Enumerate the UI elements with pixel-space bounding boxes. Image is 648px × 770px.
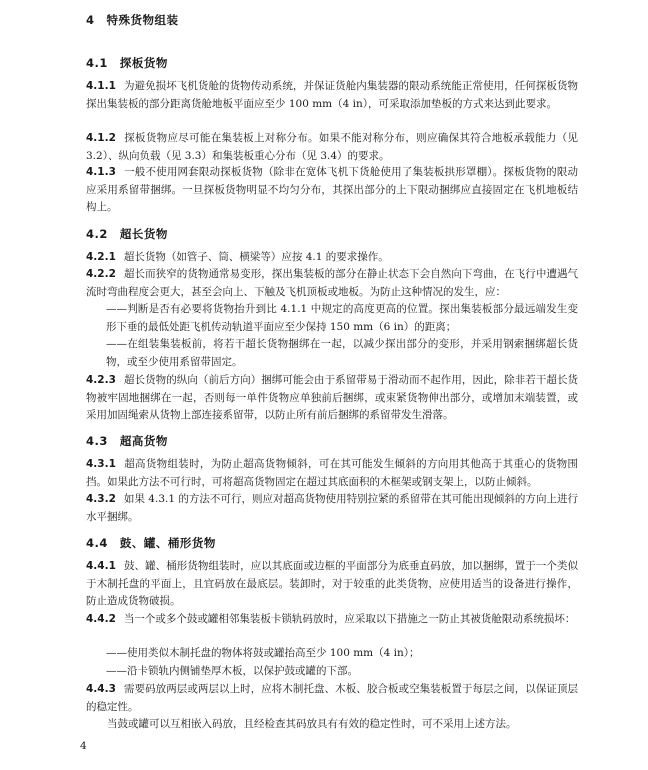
subsection-title: 超长货物 (119, 227, 168, 241)
clause-4-2-1 (86, 249, 578, 267)
clause-text: 如果 4.3.1 的方法不可行，则应对超高货物使用特别拉紧的系留带在其可能出现倾斜的方向上进行水平捆绑。 (86, 493, 578, 523)
subsection-title: 探板货物 (119, 56, 168, 70)
clause-number: 4.2.1 (86, 251, 116, 263)
subsection-title: 鼓、罐、桶形货物 (119, 536, 216, 550)
clause-4-1-2 (86, 130, 578, 165)
clause-text: 为避免损坏飞机货舱的货物传动系统，并保证货舱内集装器的限动系统能正常使用，任何探板货物探出集装板的部分距离货舱地板平面应至少 100 mm（4 in），可采取添加垫板的方式来达到此要求。 (86, 80, 578, 110)
section-title: 特殊货物组装 (106, 13, 179, 27)
subsection-number: 4.1 (86, 56, 108, 70)
subsection-number: 4.3 (86, 434, 108, 448)
clause-4-2-3 (86, 372, 578, 425)
clause-text: 一般不使用网套限动探板货物（除非在宽体飞机下货舱使用了集装板拱形罩棚）。探板货物的限动应采用系留带捆绑。一旦探板货物明显不均匀分布，其探出部分的上下限动捆绑应直接固定在飞机地板结构上。 (86, 166, 578, 213)
clause-number: 4.2.2 (86, 268, 116, 280)
section-heading (86, 12, 179, 28)
subsection-heading-4-2 (86, 226, 168, 242)
clause-text: 超长货物（如管子、筒、横梁等）应按 4.1 的要求操作。 (123, 251, 389, 263)
clause-number: 4.1.3 (86, 166, 116, 178)
clause-4-1-3 (86, 164, 578, 217)
dash-item: ——判断是否有必要将货物抬升到比 4.1.1 中规定的高度更高的位置。探出集装板部分最远端发生变形下垂的最低处距飞机传动轨道平面应至少保持 150 mm（6 in）的距离； (106, 303, 578, 333)
clause-4-3-2 (86, 491, 578, 526)
clause-number: 4.4.1 (86, 560, 116, 572)
clause-4-1-1 (86, 78, 578, 113)
clause-number: 4.3.1 (86, 458, 116, 470)
clause-text: 鼓、罐、桶形货物组装时，应以其底面或边框的平面部分为底垂直码放，加以捆绑，置于一个类似于木制托盘的平面上，且宜码放在最底层。装卸时，对于较重的此类货物，应使用适当的设备进行操作，防止造成货物破损。 (86, 560, 578, 607)
clause-number: 4.1.2 (86, 132, 116, 144)
clause-text: 探板货物应尽可能在集装板上对称分布。如果不能对称分布，则应确保其符合地板承载能力（见 3.2）、纵向负载（见 3.3）和集装板重心分布（见 3.4）的要求。 (86, 132, 578, 162)
clause-number: 4.4.3 (86, 683, 116, 695)
clause-text: 需要码放两层或两层以上时，应将木制托盘、木板、胶合板或空集装板置于每层之间，以保证顶层的稳定性。 (86, 683, 578, 713)
clause-text: 超高货物组装时，为防止超高货物倾斜，可在其可能发生倾斜的方向用其他高于其重心的货物围挡。如果此方法不可行时，可将超高货物固定在超过其底面积的木框架或钢支架上，以防止倾斜。 (86, 458, 578, 488)
clause-4-4-2 (86, 611, 578, 629)
section-number: 4 (86, 13, 95, 27)
subsection-heading-4-1 (86, 55, 168, 71)
page-number: 4 (80, 740, 87, 752)
subsection-number: 4.4 (86, 536, 108, 550)
clause-number: 4.2.3 (86, 374, 116, 386)
clause-4-4-1 (86, 558, 578, 611)
clause-text: 超长货物的纵向（前后方向）捆绑可能会由于系留带易于滑动而不起作用，因此，除非若干超长货物被牢固地捆绑在一起，否则每一单件货物应单独前后捆绑，或束紧货物伸出部分，或增加末端装置，或采用加固绳索从货物上部连接系留带，以防止所有前后捆绑的系留带发生滑落。 (86, 374, 578, 421)
clause-number: 4.1.1 (86, 80, 116, 92)
subsection-heading-4-3 (86, 433, 168, 449)
dash-item: ——使用类似木制托盘的物体将鼓或罐抬高至少 100 mm（4 in）； (106, 647, 420, 659)
subsection-heading-4-4 (86, 535, 216, 551)
clause-text: 超长而狭窄的货物通常易变形，探出集装板的部分在静止状态下会自然向下弯曲，在飞行中遭遇气流时弯曲程度会更大，甚至会向上、下触及飞机顶板或地板。为防止这种情况的发生，应： (86, 268, 578, 298)
clause-text: 当一个或多个鼓或罐相邻集装板卡锁轨码放时，应采取以下措施之一防止其被货舱限动系统损坏： (123, 613, 576, 625)
paragraph-note: 当鼓或罐可以互相嵌入码放，且经检查其码放具有有效的稳定性时，可不采用上述方法。 (107, 718, 517, 730)
clause-4-2-2 (86, 266, 578, 301)
subsection-title: 超高货物 (119, 434, 168, 448)
subsection-number: 4.2 (86, 227, 108, 241)
clause-number: 4.3.2 (86, 493, 116, 505)
clause-4-4-3 (86, 681, 578, 716)
clause-number: 4.4.2 (86, 613, 116, 625)
dash-item: ——在组装集装板前，将若干超长货物捆绑在一起，以减少探出部分的变形，并采用钢索捆绑超长货物，或至少使用系留带固定。 (106, 338, 578, 368)
clause-4-3-1 (86, 456, 578, 491)
dash-item: ——沿卡锁轨内侧铺垫厚木板，以保护鼓或罐的下部。 (106, 665, 358, 677)
